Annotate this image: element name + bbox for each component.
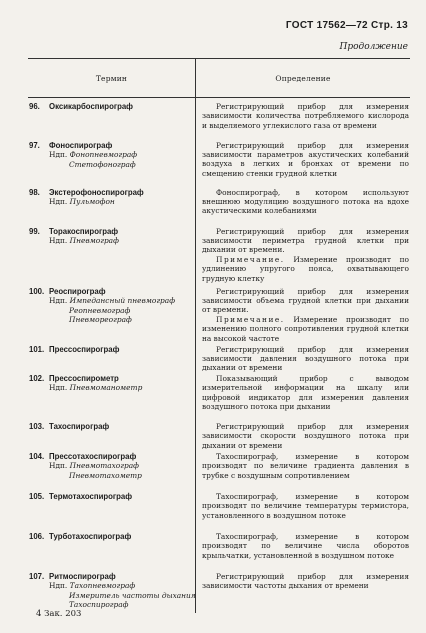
- term-name: Тахоспирограф: [49, 421, 110, 431]
- synonym-term: [29, 591, 195, 601]
- term-title: [29, 374, 195, 384]
- term-number: 104.: [29, 451, 45, 461]
- term-row: [28, 451, 410, 491]
- term-number: 98.: [29, 187, 40, 197]
- synonym-term: [29, 383, 195, 393]
- term-cell: [28, 421, 196, 451]
- term-name: Оксикарбоспирограф: [49, 102, 134, 111]
- synonym-term: [29, 581, 195, 591]
- term-number: 97.: [29, 140, 40, 150]
- definition-cell: [196, 451, 411, 491]
- term-name: Торакоспирограф: [49, 226, 119, 236]
- synonym-text: Импеданcный пневмограф: [69, 296, 175, 305]
- term-row: [28, 571, 410, 613]
- term-number: 103.: [29, 421, 45, 431]
- synonym-term: [29, 150, 195, 160]
- definition-text: Регистрирующий прибор для измерения зависимости параметров акустических колебаний воздуха в легких и бронхах от времени по смещению стенки грудной клетки: [202, 140, 409, 178]
- ndp-marker: Ндп.: [49, 197, 68, 206]
- definition-cell: [196, 531, 411, 571]
- term-name: Ритмоспирограф: [49, 571, 116, 581]
- term-title: [29, 345, 195, 355]
- term-cell: [28, 373, 196, 421]
- synonym-text: Пневмотахометр: [69, 470, 142, 480]
- continuation-label: Продолжение: [339, 42, 408, 52]
- term-title: [29, 287, 195, 297]
- term-title: [29, 227, 195, 237]
- term-name: Прессотахоспирограф: [49, 451, 137, 461]
- synonym-text: Пневмоманометр: [69, 383, 143, 393]
- term-cell: [28, 491, 196, 531]
- term-title: [29, 452, 195, 462]
- synonym-text: Тахопневмограф: [69, 581, 136, 591]
- term-number: 99.: [29, 226, 40, 236]
- running-header: ГОСТ 17562—72 Стр. 13: [285, 20, 408, 31]
- term-title: [29, 102, 195, 112]
- term-number: 101.: [29, 344, 45, 354]
- definition-cell: [196, 226, 411, 286]
- term-row: [28, 187, 410, 226]
- definition-note: [202, 255, 409, 283]
- synonym-term: [29, 471, 195, 481]
- definition-text: Фоноспирограф, в котором используют внешнюю модуляцию воздушного потока на вдохе акустическими колебаниями: [202, 187, 409, 216]
- term-row: [28, 421, 410, 451]
- term-row: [28, 344, 410, 373]
- definition-text: Показывающий прибор с выводом измерительной информации на шкалу или цифровой индикатор для измерения давления воздушного потока при дыхании: [202, 373, 409, 411]
- synonym-text: Пульмофон: [69, 197, 115, 206]
- definition-text: Регистрирующий прибор для измерения зависимости давления воздушного потока при дыхании от времени: [202, 344, 409, 373]
- definition-cell: [196, 571, 411, 613]
- term-number: 107.: [29, 571, 45, 581]
- definition-cell: [196, 421, 411, 451]
- synonym-term: [29, 197, 195, 207]
- term-number: 100.: [29, 286, 45, 296]
- note-label: Примечание.: [216, 314, 285, 324]
- term-cell: [28, 98, 196, 140]
- ndp-marker: Ндп.: [49, 236, 68, 245]
- definition-cell: [196, 187, 411, 226]
- term-title: [29, 422, 195, 432]
- ndp-marker: Ндп.: [49, 150, 68, 159]
- term-row: [28, 286, 410, 344]
- synonym-text: Пневмореограф: [69, 315, 132, 324]
- definition-note: [202, 315, 409, 343]
- terms-table: [28, 58, 410, 613]
- definition-text: Регистрирующий прибор для измерения зависимости скорости воздушного потока при дыхании от времени: [202, 421, 409, 450]
- definition-cell: [196, 491, 411, 531]
- term-cell: [28, 140, 196, 187]
- term-title: [29, 188, 195, 198]
- ndp-marker: Ндп.: [49, 581, 68, 591]
- term-number: 102.: [29, 373, 45, 383]
- term-name: Турботахоспирограф: [49, 531, 132, 541]
- term-cell: [28, 451, 196, 491]
- definition-text: Тахоспирограф, измерение в котором производят по величине числа оборотов крыльчатки, установленной в воздушном потоке: [202, 531, 409, 560]
- term-name: Экстерофоноспирограф: [49, 187, 144, 197]
- definition-text: Регистрирующий прибор для измерения зависимости количества потребляемого кислорода и выделяемого углекислого газа от времени: [202, 102, 409, 130]
- term-title: [29, 141, 195, 151]
- column-header-definition: Определение: [196, 59, 411, 98]
- term-cell: [28, 531, 196, 571]
- term-name: Фоноспирограф: [49, 140, 113, 150]
- term-row: [28, 491, 410, 531]
- synonym-term: [29, 461, 195, 471]
- term-number: 106.: [29, 531, 45, 541]
- term-number: 105.: [29, 491, 45, 501]
- definition-cell: [196, 344, 411, 373]
- synonym-term: [29, 236, 195, 246]
- term-title: [29, 492, 195, 502]
- ndp-marker: Ндп.: [49, 383, 68, 393]
- term-cell: [28, 571, 196, 613]
- term-cell: [28, 226, 196, 286]
- synonym-text: Пневмограф: [69, 236, 119, 245]
- synonym-text: Стетофонограф: [69, 159, 136, 169]
- term-row: [28, 140, 410, 187]
- synonym-text: Реопневмограф: [69, 305, 131, 315]
- term-row: [28, 531, 410, 571]
- ndp-marker: Ндп.: [49, 461, 68, 471]
- ndp-marker: Ндп.: [49, 296, 68, 305]
- note-label: Примечание.: [216, 254, 285, 264]
- definition-text: Тахоспирограф, измерение в котором производят по величине температуры термистора, установленного в воздушном потоке: [202, 491, 409, 520]
- term-name: Прессоспирометр: [49, 373, 119, 383]
- synonym-term: [29, 315, 195, 325]
- synonym-text: Фонопневмограф: [69, 150, 138, 159]
- note-text: Измерение производят по удлинению упругого пояса, охватывающего грудную клетку: [202, 254, 409, 283]
- definition-cell: [196, 373, 411, 421]
- term-row: [28, 98, 410, 140]
- term-row: [28, 226, 410, 286]
- synonym-text: Измеритель частоты дыхания: [69, 590, 196, 600]
- definition-cell: [196, 98, 411, 140]
- term-name: Реоспирограф: [49, 286, 106, 296]
- term-name: Термотахоспирограф: [49, 491, 133, 501]
- term-number: 96.: [29, 102, 40, 111]
- term-title: [29, 572, 195, 582]
- term-cell: [28, 187, 196, 226]
- synonym-term: [29, 296, 195, 306]
- footer-print-mark: 4 Зак. 203: [36, 609, 82, 619]
- synonym-text: Тахоспирограф: [69, 600, 129, 610]
- term-row: [28, 373, 410, 421]
- synonym-term: [29, 306, 195, 316]
- synonym-text: Пневмотахограф: [69, 461, 139, 471]
- definition-text: Регистрирующий прибор для измерения зависимости частоты дыхания от времени: [202, 571, 409, 591]
- definition-text: Регистрирующий прибор для измерения зависимости периметра грудной клетки при дыхании от времени.: [202, 226, 409, 255]
- synonym-term: [29, 160, 195, 170]
- note-text: Измерение производят по изменению полного сопротивления грудной клетки на высокой частоте: [202, 314, 409, 343]
- definition-text: Тахоспирограф, измерение в котором производят по величине градиента давления в трубке с воздушным сопротивлением: [202, 451, 409, 480]
- definition-text: Регистрирующий прибор для измерения зависимости объема грудной клетки при дыхании от времени.: [202, 286, 409, 315]
- term-title: [29, 532, 195, 542]
- column-header-term: Термин: [28, 59, 196, 98]
- term-cell: [28, 344, 196, 373]
- definition-cell: [196, 140, 411, 187]
- term-cell: [28, 286, 196, 344]
- term-name: Прессоспирограф: [49, 344, 120, 354]
- definition-cell: [196, 286, 411, 344]
